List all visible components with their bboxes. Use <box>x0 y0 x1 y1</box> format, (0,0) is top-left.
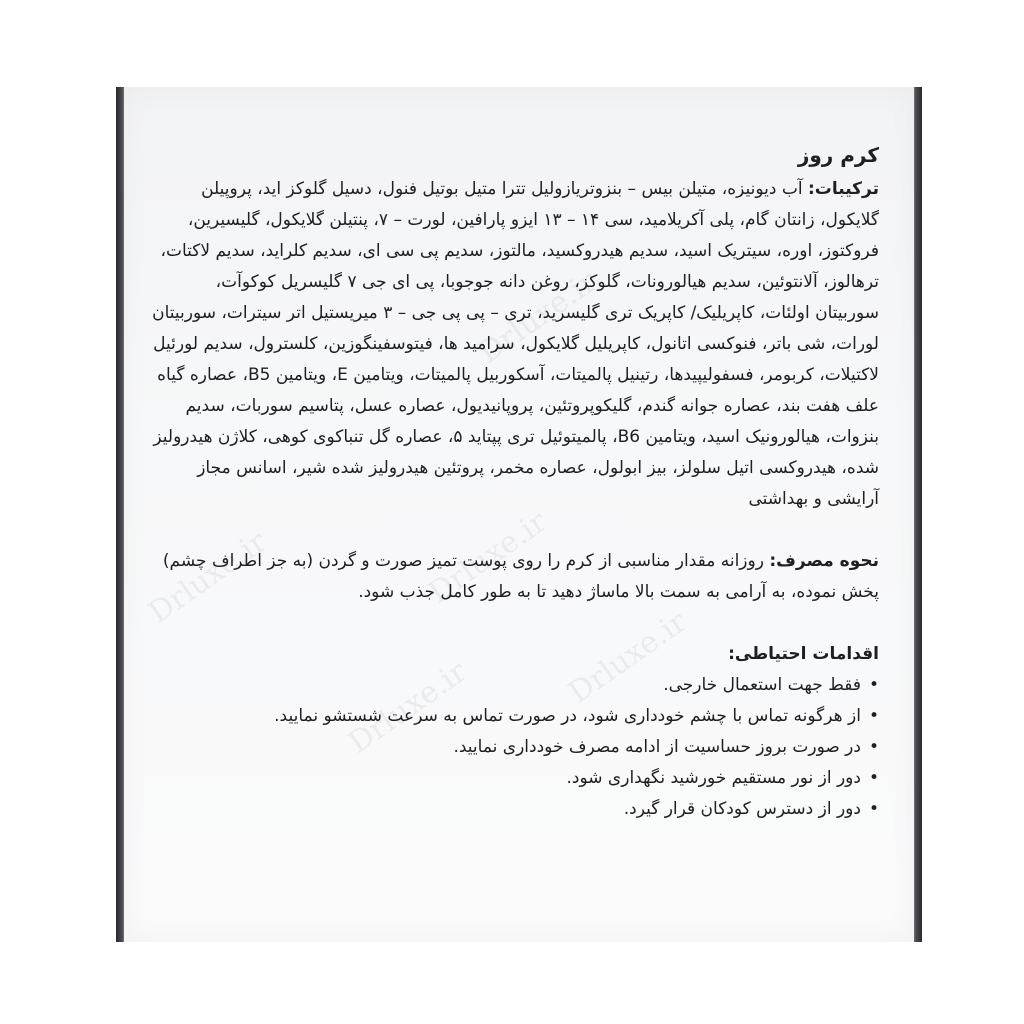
precaution-text: در صورت بروز حساسیت از ادامه مصرف خودداری نمایید. <box>453 737 861 757</box>
precaution-text: فقط جهت استعمال خارجی. <box>663 675 861 695</box>
bullet-icon: • <box>868 737 879 757</box>
bullet-icon: • <box>868 706 879 726</box>
precaution-text: دور از نور مستقیم خورشید نگهداری شود. <box>566 768 861 788</box>
precaution-text: از هرگونه تماس با چشم خودداری شود، در صورت تماس به سرعت شستشو نمایید. <box>274 706 861 726</box>
product-title: کرم روز <box>797 143 879 167</box>
bullet-icon: • <box>868 675 879 695</box>
list-item <box>151 763 879 794</box>
precaution-text: دور از دسترس کودکان قرار گیرد. <box>623 799 861 819</box>
ingredients-paragraph <box>151 174 879 515</box>
bullet-icon: • <box>868 799 879 819</box>
precautions-title: اقدامات احتیاطی: <box>728 644 879 664</box>
ingredients-text: آب دیونیزه، متیلن بیس – بنزوتریازولیل تترا متیل بوتیل فنول، دسیل گلوکز اید، پروپیلن گلایکول، زانتان گام، پلی آکریلامید، سی ۱۴ – ۱۳ ایزو پارافین، لورت – ۷، پنتیلن گلایکول، گلیسیرین، فروکتوز، اوره، سیتریک اسید، سدیم هیدروکسید، مالتوز، سدیم پی سی ای، سدیم کلراید، سدیم لاکتات، ترهالوز، آلانتوئین، سدیم هیالورونات، گلوکز، روغن دانه جوجوبا، پی ای جی ۷ گلیسریل کوکوآت، سوربیتان اولئات، کاپریلیک/ کاپریک تری گلیسرید، تری – پی پی جی – ۳ میریستیل اتر سیترات، سوربیتان لورات، شی باتر، فنوکسی اتانول، کاپریلیل گلایکول، سرامید ها، فیتوسفینگوزین، کلسترول، سدیم لورئیل لاکتیلات، کربومر، فسفولیپیدها، رتینیل پالمیتات، آسکوربیل پالمیتات، ویتامین E، ویتامین B5، عصاره گیاه علف هفت بند، عصاره جوانه گندم، گلیکوپروتئین، پروپانیدیول، عصاره عسل، پتاسیم سوربات، سدیم بنزوات، هیالورونیک اسید، ویتامین B6، پالمیتوئیل تری پپتاید ۵، عصاره گل تنباکوی کوهی، کلاژن هیدرولیز شده، هیدروکسی اتیل سلولز، بیز ابولول، عصاره مخمر، پروتئین هیدرولیز شده شیر، اسانس مجاز آرایشی و بهداشتی <box>152 179 879 509</box>
usage-text: روزانه مقدار مناسبی از کرم را روی پوست تمیز صورت و گردن (به جز اطراف چشم) پخش نموده، به آرامی به سمت بالا ماساژ دهید تا به طور کامل جذب شود. <box>162 551 879 602</box>
list-item <box>151 794 879 825</box>
label-text-block <box>151 136 879 825</box>
ingredients-label: ترکیبات: <box>808 179 879 199</box>
list-item <box>151 732 879 763</box>
bullet-icon: • <box>868 768 879 788</box>
usage-label: نحوه مصرف: <box>769 551 879 571</box>
list-item <box>151 670 879 701</box>
list-item <box>151 701 879 732</box>
usage-paragraph <box>151 546 879 608</box>
precautions-list <box>151 670 879 825</box>
